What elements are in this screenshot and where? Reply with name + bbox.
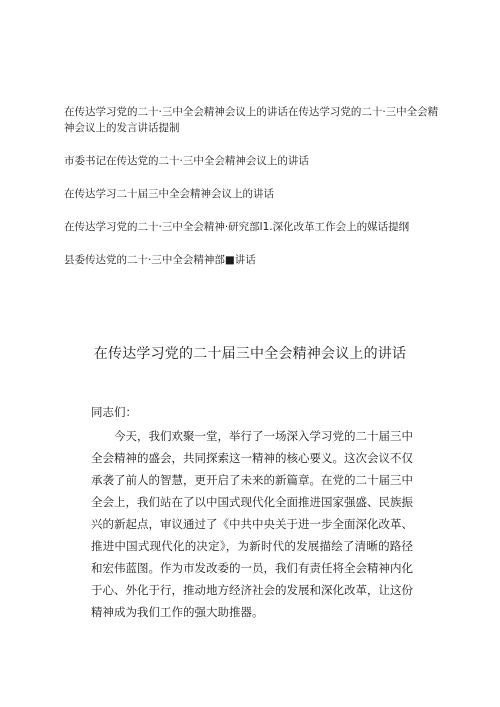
toc-item[interactable]: 县委传达党的二十·三中全会精神部■讲话 [64,254,256,266]
document-title: 在传达学习党的二十届三中全会精神会议上的讲话 [93,346,407,362]
salutation: 同志们： [91,405,137,419]
table-of-contents [64,104,444,285]
body-paragraph: 今天，我们欢聚一堂，举行了一场深入学习党的二十届三中全会精神的盛会，共同探索这一精神的核心要义。这次会议不仅承袭了前人的智慧，更开启了未来的新篇章。在党的二十届三中全会上，我们站在了以中国式现代化全面推进国家强盛、民族振兴的新起点，审议通过了《中共中央关于进一步全面深化改革、推进中国式现代化的决定》，为新时代的发展描绘了清晰的路径和宏伟蓝图。作为市发改委的一员，我们有责任将全会精神内化于心、外化于行，推动地方经济社会的发展和深化改革，让这份精神成为我们工作的强大助推器。 [91,429,413,619]
toc-item[interactable]: 在传达学习党的二十·三中全会精神·研究部l1.深化改革工作会上的媒话提纲 [64,221,410,233]
toc-item[interactable]: 市委书记在传达党的二十·三中全会精神会议上的讲话 [64,155,309,167]
toc-item[interactable]: 在传达学习党的二十·三中全会精神会议上的讲话在传达学习党的二十·三中全会精神会议上的发言讲话提制 [64,106,439,134]
toc-item[interactable]: 在传达学习二十届三中全会精神会议上的讲话 [64,188,274,200]
